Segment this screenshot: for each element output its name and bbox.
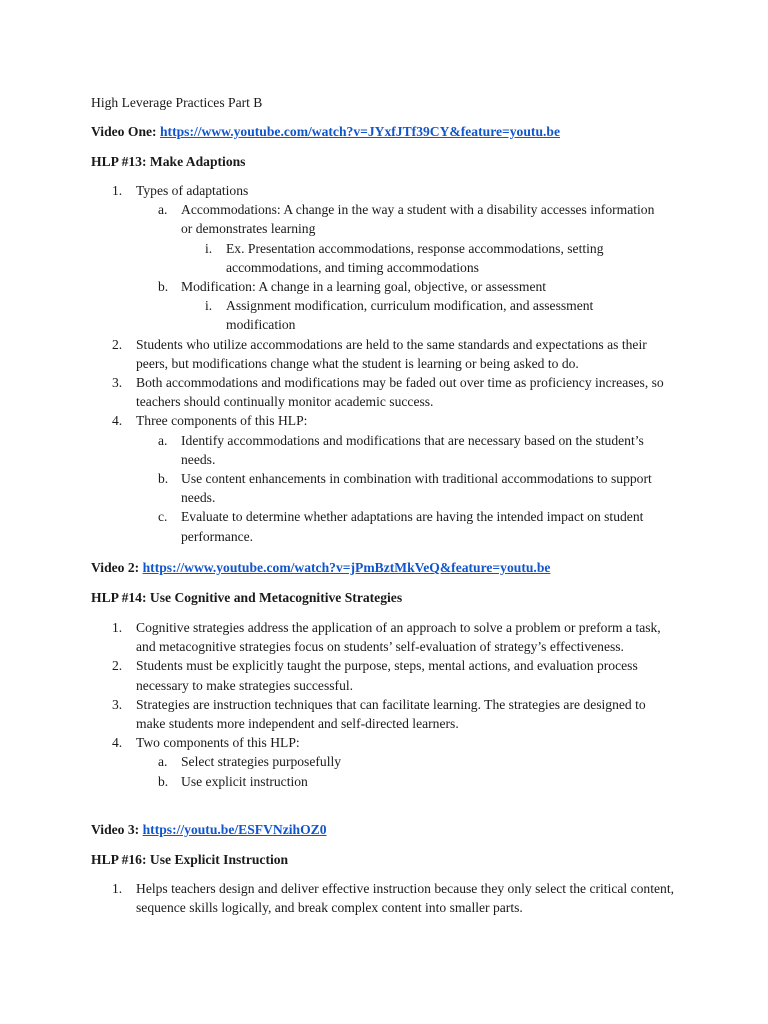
list-item-text: Ex. Presentation accommodations, response accommodations, setting accommodations, and timing accommodations [226,240,604,275]
list-item [0,695,700,733]
list-marker: 2. [112,658,123,674]
list-item-text: Accommodations: A change in the way a student with a disability accesses information or demonstrates learning [181,202,655,237]
list-item-text: Students must be explicitly taught the purpose, steps, mental actions, and evaluation process necessary to make strategies successful. [136,658,638,693]
list-item-text: Students who utilize accommodations are held to the same standards and expectations as their peers, but modifications change what the student is learning or being asked to do. [136,336,647,371]
list-item-text: Types of adaptations [136,183,249,198]
list-marker: b. [158,471,169,487]
list-item-text: Modification: A change in a learning goal, objective, or assessment [181,279,547,295]
list-item-text: Evaluate to determine whether adaptations are having the intended impact on student performance. [181,509,644,544]
list-marker: 4. [112,735,123,751]
hlp14-list [0,618,700,791]
document-title: High Leverage Practices Part B [91,95,263,110]
list-item-text: Use content enhancements in combination with traditional accommodations to support needs. [181,471,652,506]
list-item [0,618,700,656]
video-two-link[interactable]: https://www.youtube.com/watch?v=jPmBztMkVeQ&feature=youtu.be [142,560,551,575]
list-marker: 1. [112,183,123,198]
video-one-label: Video One: [91,124,157,139]
list-marker: i. [205,240,213,256]
list-item [0,431,700,469]
list-item-text: Three components of this HLP: [136,413,308,429]
list-marker: c. [158,509,168,525]
list-item [0,879,700,917]
list-item [0,656,700,694]
list-marker: 3. [112,375,123,391]
list-marker: 4. [112,413,123,429]
list-item [0,373,700,411]
list-item [0,277,700,296]
list-item-text: Both accommodations and modifications may be faded out over time as proficiency increases, so teachers should continually monitor academic success. [136,375,664,410]
list-item [0,239,700,277]
list-marker: a. [158,202,168,218]
list-marker: 2. [112,336,123,352]
list-marker: b. [158,279,169,295]
hlp16-heading: HLP #16: Use Explicit Instruction [91,852,289,867]
list-marker: 1. [112,881,123,896]
video-one-link[interactable]: https://www.youtube.com/watch?v=JYxfJTf39CY&feature=youtu.be [159,124,560,139]
list-marker: 3. [112,696,123,712]
list-item [0,772,700,791]
video-one-line [91,122,560,141]
hlp13-heading: HLP #13: Make Adaptions [91,154,246,169]
hlp13-list [0,181,700,546]
list-item [0,733,700,752]
list-item [0,752,700,771]
video-two-label: Video 2: [91,560,140,575]
list-marker: 1. [112,620,123,635]
list-item [0,411,700,430]
list-item [0,200,700,238]
list-item [0,181,700,200]
list-item-text: Strategies are instruction techniques that can facilitate learning. The strategies are designed to make students more independent and self-directed learners. [136,696,646,732]
list-item [0,296,700,334]
list-item-text: Select strategies purposefully [181,754,342,770]
list-marker: b. [158,773,169,789]
list-marker: a. [158,754,168,770]
video-three-label: Video 3: [91,822,140,837]
video-three-link[interactable]: https://youtu.be/ESFVNzihOZ0 [142,822,327,837]
list-item-text: Helps teachers design and deliver effective instruction because they only select the critical content, sequence skills logically, and break complex content into smaller parts. [136,881,675,916]
list-item [0,507,700,545]
list-item [0,335,700,373]
list-item [0,469,700,507]
list-item-text: Identify accommodations and modifications that are necessary based on the student’s needs. [181,432,644,467]
hlp14-heading: HLP #14: Use Cognitive and Metacognitive Strategies [91,590,403,605]
list-item-text: Use explicit instruction [181,773,308,789]
list-item-text: Assignment modification, curriculum modification, and assessment modification [226,298,594,333]
list-item-text: Cognitive strategies address the application of an approach to solve a problem or preform a task, and metacognitive strategies focus on students’ self-evaluation of strategy’s effectiveness. [136,620,661,655]
list-marker: a. [158,432,168,448]
hlp16-list [0,879,700,917]
list-marker: i. [205,298,213,314]
video-two-line [91,558,550,577]
list-item-text: Two components of this HLP: [136,735,300,751]
video-three-line [91,820,327,839]
